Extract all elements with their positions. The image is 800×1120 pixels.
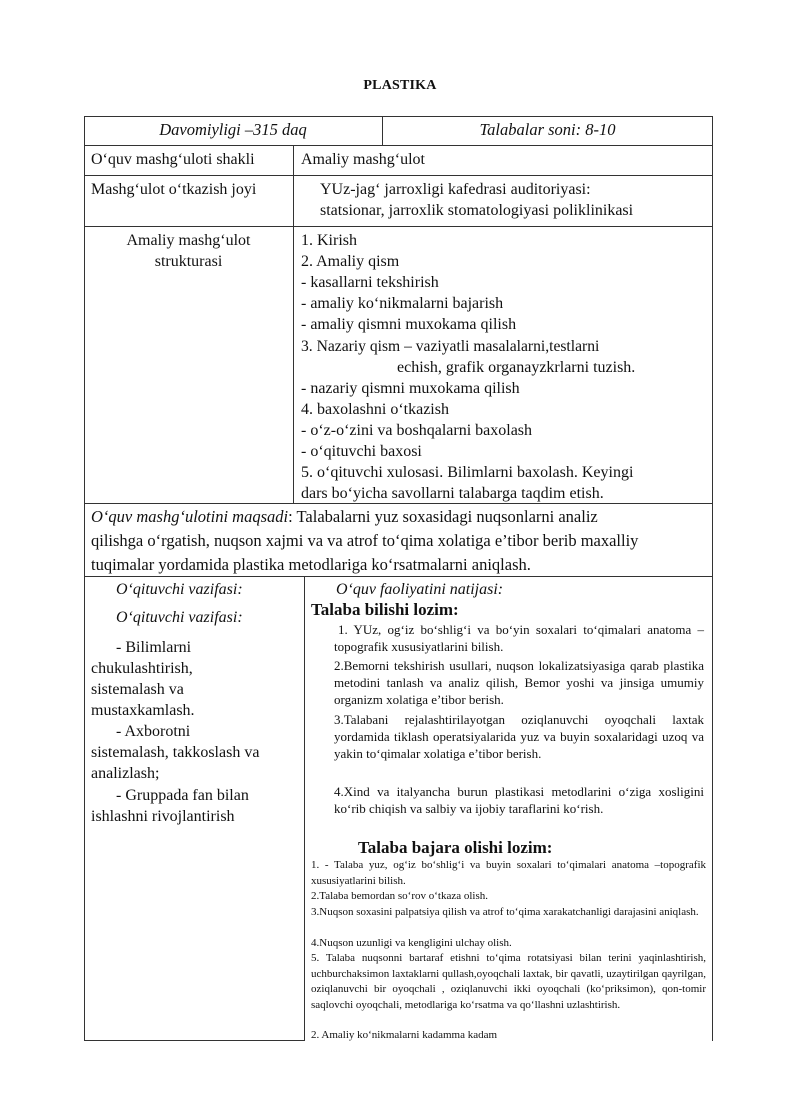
goal-line-1-text: : Talabalarni yuz soxasidagi nuqsonlarni analiz bbox=[288, 507, 598, 526]
do-item: 4.Nuqson uzunligi va kengligini ulchay olish. bbox=[311, 937, 512, 949]
structure-item: - nazariy qismni muxokama qilish bbox=[301, 380, 520, 397]
form-value: Amaliy mashg‘ulot bbox=[301, 151, 425, 168]
structure-item: dars bo‘yicha savollarni talabarga taqdim etish. bbox=[301, 485, 604, 502]
place-value-line-2: statsionar, jarroxlik stomatologiyasi poliklinikasi bbox=[320, 202, 634, 219]
teacher-item: - Axborotni bbox=[116, 723, 191, 740]
teacher-item: - Gruppada fan bilan bbox=[116, 787, 249, 804]
structure-item: 3. Nazariy qism – vaziyatli masalalarni,testlarni bbox=[301, 338, 600, 355]
structure-item: - kasallarni tekshirish bbox=[301, 274, 439, 291]
row-line-1 bbox=[84, 175, 713, 176]
structure-item: 2. Amaliy qism bbox=[301, 253, 400, 270]
teacher-item: ishlashni rivojlantirish bbox=[91, 808, 235, 825]
page-title: PLASTIKA bbox=[363, 78, 437, 93]
do-item: 5. Talaba nuqsonni bartaraf etishni to‘qima rotatsiyasi bilan terini yaqinlashtirish, uchburchaksimon laxtaklarni qullash,oyoqchali laxtak, bir qavatli, uzaytirilgan qayrilgan, oziqlanuvchi bir oyoqchali , oziqlanuvchi ikki oyoqchali (ko‘priksimon), qon-tomir saqlovchi oyoqchali, metodlariga ko‘rsatma va qo‘llashni uzlashtirish. bbox=[311, 952, 706, 1011]
structure-item: 5. o‘qituvchi xulosasi. Bilimlarni baxolash. Keyingi bbox=[301, 464, 634, 481]
goal-line-3: tuqimalar yordamida plastika metodlariga ko‘rsatmalarni aniqlash. bbox=[91, 555, 531, 574]
do-item: 3.Nuqson soxasini palpatsiya qilish va atrof to‘qima xarakatchanligi darajasini aniqlash. bbox=[311, 906, 699, 918]
teacher-item: analizlash; bbox=[91, 765, 160, 782]
structure-item: - o‘z-o‘zini va boshqalarni baxolash bbox=[301, 422, 533, 439]
info-col-divider bbox=[293, 146, 294, 504]
results-header: O‘quv faoliyatini natijasi: bbox=[336, 581, 504, 598]
teacher-item: sistemalash va bbox=[91, 681, 184, 698]
structure-item: 4. baxolashni o‘tkazish bbox=[301, 401, 449, 418]
structure-item: - amaliy qismni muxokama qilish bbox=[301, 316, 517, 333]
know-heading: Talaba bilishi lozim: bbox=[311, 600, 459, 619]
structure-label-2: strukturasi bbox=[154, 253, 223, 270]
goal-line-2: qilishga o‘rgatish, nuqson xajmi va va atrof to‘qima xolatiga e’tibor berib maxalliy bbox=[91, 531, 639, 550]
structure-item: 1. Kirish bbox=[301, 232, 357, 249]
teacher-item: chukulashtirish, bbox=[91, 660, 193, 677]
know-item: 2.Bemorni tekshirish usullari, nuqson lokalizatsiyasiga qarab plastika metodini tanlash va analiz qilish, Bemor yoshi va jinsiga umumiy organizm xolatiga e’tibor berish. bbox=[334, 658, 704, 707]
duration-cell: Davomiyligi –315 daq bbox=[159, 120, 307, 139]
students-cell: Talabalar soni: 8-10 bbox=[479, 120, 616, 139]
form-label: O‘quv mashg‘uloti shakli bbox=[91, 151, 255, 168]
teacher-item: sistemalash, takkoslash va bbox=[91, 744, 260, 761]
teacher-item: - Bilimlarni bbox=[116, 639, 192, 656]
goal-line-1 bbox=[91, 506, 598, 528]
results-col-right-border bbox=[712, 577, 713, 1041]
structure-item: echish, grafik organayzkrlarni tuzish. bbox=[397, 359, 636, 376]
place-value-line-1: YUz-jag‘ jarroxligi kafedrasi auditoriyasi: bbox=[320, 181, 591, 198]
row-line-2 bbox=[84, 226, 713, 227]
teacher-header: O‘qituvchi vazifasi: bbox=[116, 581, 243, 598]
structure-item: - o‘qituvchi baxosi bbox=[301, 443, 422, 460]
do-item: 1. - Talaba yuz, og‘iz bo‘shlig‘i va buyin soxalari to‘qimalari anatoma –topografik xususiyatlarini bilish. bbox=[311, 859, 706, 887]
place-label: Mashg‘ulot o‘tkazish joyi bbox=[91, 181, 257, 198]
know-item: 1. YUz, og‘iz bo‘shlig‘i va bo‘yin soxalari to‘qimalari anatoma –topografik xususiyatlarini bilish. bbox=[334, 622, 704, 654]
do-heading: Talaba bajara olishi lozim: bbox=[358, 838, 553, 857]
know-item: 3.Talabani rejalashtirilayotgan oziqlanuvchi oyoqchali laxtak yordamida tiklash operatsiyalarida yuz va buyin soxalaridagi uzoq va yakin to‘qimalar xolatiga e’tibor berish. bbox=[334, 712, 704, 761]
goal-label: O‘quv mashg‘ulotini maqsadi bbox=[91, 507, 289, 526]
teacher-subheader: O‘qituvchi vazifasi: bbox=[116, 609, 243, 626]
know-item: 4.Xind va italyancha burun plastikasi metodlarini o‘ziga xosligini ko‘rib chiqish va salbiy va ijobiy taraflarini ko‘rish. bbox=[334, 784, 704, 816]
structure-item: - amaliy ko‘nikmalarni bajarish bbox=[301, 295, 504, 312]
do-item: 2. Amaliy ko‘nikmalarni kadamma kadam bbox=[311, 1029, 498, 1041]
structure-label-1: Amaliy mashg‘ulot bbox=[126, 232, 251, 249]
teacher-item: mustaxkamlash. bbox=[91, 702, 195, 719]
do-item: 2.Talaba bemordan so‘rov o‘tkaza olish. bbox=[311, 890, 489, 902]
